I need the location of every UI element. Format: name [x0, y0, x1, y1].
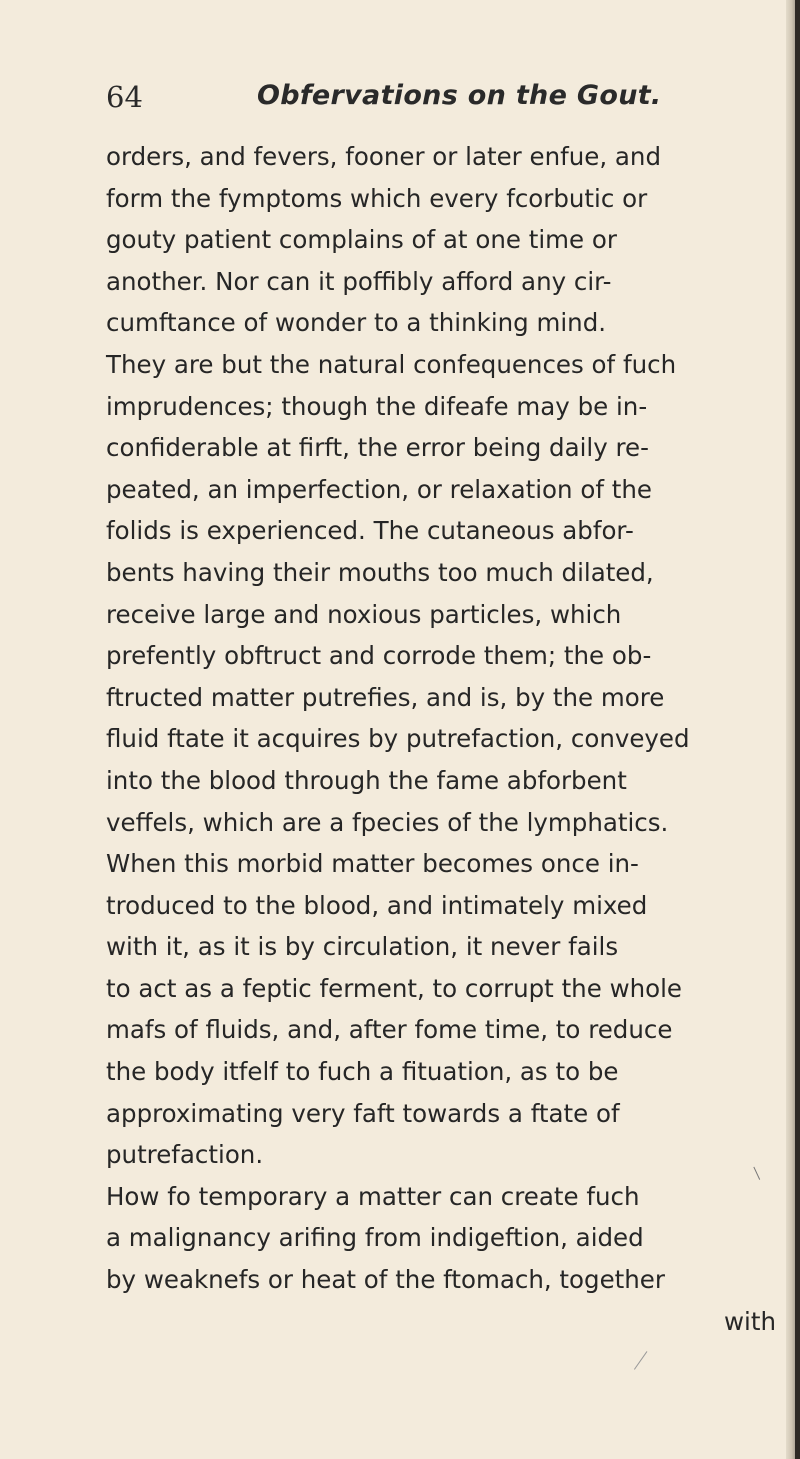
text-line: receive large and noxious particles, which	[106, 599, 622, 629]
running-title: Obfervations on the Gout.	[257, 80, 662, 111]
text-line: into the blood through the fame abforbent	[106, 765, 627, 795]
body-text	[106, 136, 776, 1342]
text-line: folids is experienced. The cutaneous abfor-	[106, 516, 634, 546]
text-line: to act as a feptic ferment, to corrupt the whole	[106, 973, 683, 1003]
text-line: ftructed matter putrefies, and is, by the more	[106, 682, 665, 712]
text-line: with it, as it is by circulation, it never fails	[106, 932, 619, 962]
text-line: orders, and fevers, fooner or later enfue, and	[106, 142, 662, 171]
text-line: fluid ftate it acquires by putrefaction, conveyed	[106, 724, 690, 754]
text-line: veffels, which are a fpecies of the lymphatics.	[106, 807, 669, 837]
text-line: peated, an imperfection, or relaxation of the	[106, 474, 652, 504]
catchword: with	[724, 1306, 776, 1336]
text-line: bents having their mouths too much dilated,	[106, 557, 654, 587]
text-line: When this morbid matter becomes once in-	[106, 849, 639, 879]
text-line: prefently obftruct and corrode them; the ob-	[106, 641, 652, 671]
text-line: putrefaction.	[106, 1140, 264, 1170]
text-line: cumftance of wonder to a thinking mind.	[106, 308, 607, 338]
ink-mark	[634, 1351, 649, 1371]
text-line: a malignancy arifing from indigeftion, aided	[106, 1223, 644, 1253]
text-line: form the fymptoms which every fcorbutic or	[106, 183, 648, 213]
text-line: They are but the natural confequences of fuch	[106, 349, 677, 379]
text-line: confiderable at firft, the error being daily re-	[106, 433, 649, 463]
text-line: imprudences; though the difeafe may be in-	[106, 391, 648, 421]
page-header	[106, 80, 786, 130]
page-edge-shadow	[795, 0, 800, 1459]
text-line: gouty patient complains of at one time or	[106, 225, 617, 255]
text-line: troduced to the blood, and intimately mixed	[106, 890, 648, 920]
text-line: by weaknefs or heat of the ftomach, together	[106, 1265, 665, 1295]
text-line: mafs of fluids, and, after fome time, to reduce	[106, 1015, 673, 1045]
text-line: the body itfelf to fuch a fituation, as to be	[106, 1057, 619, 1087]
text-line: approximating very faft towards a ftate of	[106, 1098, 620, 1128]
text-line: How fo temporary a matter can create fuch	[106, 1181, 640, 1211]
text-line: another. Nor can it poffibly afford any cir-	[106, 266, 612, 296]
page-number: 64	[106, 80, 143, 114]
